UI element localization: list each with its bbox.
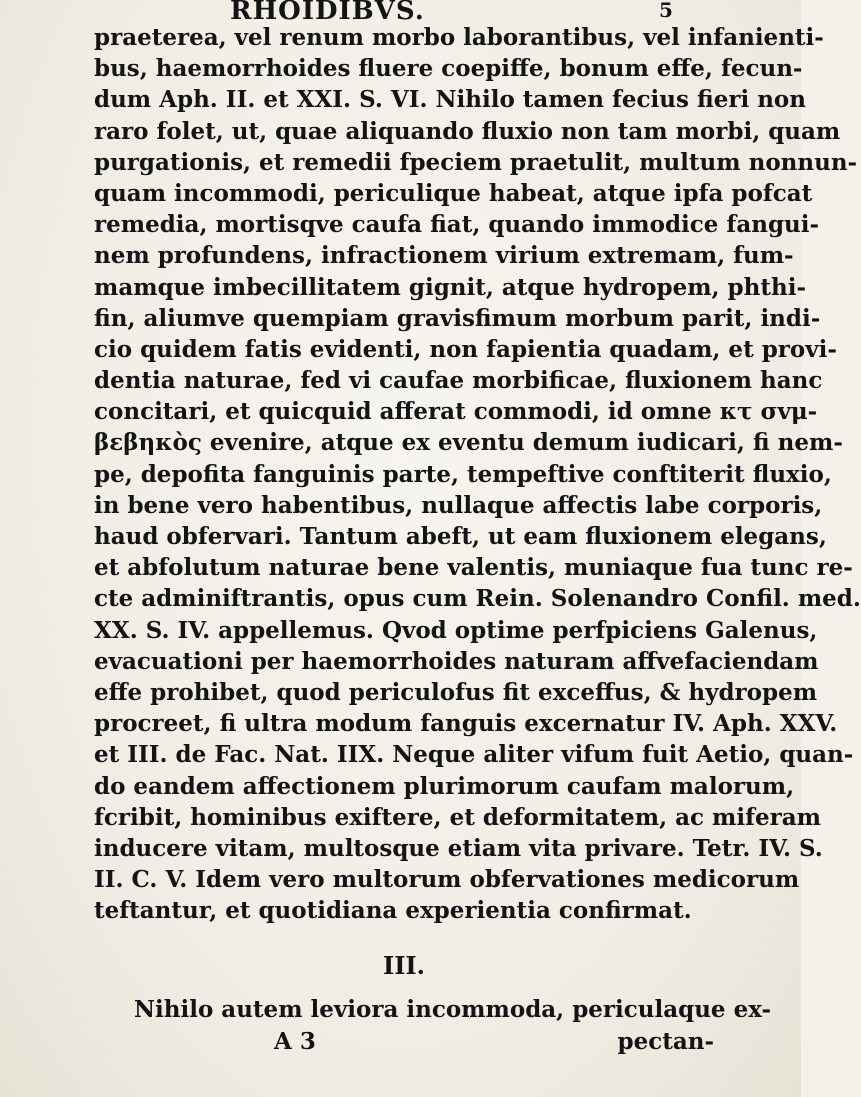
text-line: nem profundens, infractionem virium extremam, fum- (94, 242, 794, 270)
text-line: βεβηκὸς evenire, atque ex eventu demum iudicari, fi nem- (94, 429, 843, 457)
text-line: et abfolutum naturae bene valentis, muniaque fua tunc re- (94, 554, 853, 582)
text-line: do eandem affectionem plurimorum caufam malorum, (94, 772, 795, 800)
text-line: fin, aliumve quempiam gravisfimum morbum parit, indi- (94, 304, 821, 332)
text-line: cio quidem fatis evidenti, non fapientia quadam, et provi- (94, 335, 837, 363)
section-heading: III. (382, 951, 426, 981)
text-line: praeterea, vel renum morbo laborantibus, vel infanienti- (94, 24, 824, 51)
text-line: bus, haemorrhoides fluere coepiffe, bonum effe, fecun- (94, 55, 803, 83)
text-line: evacuationi per haemorrhoides naturam affvefaciendam (94, 647, 819, 675)
text-line: dentia naturae, fed vi caufae morbificae, fluxionem hanc (94, 367, 823, 395)
text-line: dum Aph. II. et XXI. S. VI. Nihilo tamen fecius fieri non (94, 86, 806, 114)
text-line: in bene vero habentibus, nullaque affectis labe corporis, (94, 491, 823, 519)
text-line: teftantur, et quotidiana experientia confirmat. (94, 897, 692, 925)
text-line: remedia, mortisqve caufa fiat, quando immodice fangui- (94, 211, 820, 239)
signature-mark: A 3 (274, 1027, 316, 1055)
paragraph-1 (94, 22, 861, 926)
text-line: haud obfervari. Tantum abeft, ut eam fluxionem elegans, (94, 523, 827, 550)
text-line: concitari, et quicquid afferat commodi, id omne κτ σvμ- (94, 398, 818, 426)
page-footer (94, 1026, 714, 1057)
text-line: II. C. V. Idem vero multorum obfervationes medicorum (94, 866, 800, 894)
text-line: cte adminiftrantis, opus cum Rein. Solenandro Confil. med. (94, 585, 861, 613)
text-line: raro folet, ut, quae aliquando fluxio non tam morbi, quam (94, 117, 841, 145)
text-line: Nihilo autem leviora incommoda, periculaque ex- (134, 996, 772, 1024)
text-line: fcribit, hominibus exiftere, et deformitatem, ac miferam (94, 803, 821, 831)
text-line: et III. de Fac. Nat. IIX. Neque aliter vifum fuit Aetio, quan- (94, 741, 854, 769)
catchword: pectan- (617, 1027, 714, 1055)
text-line: purgationis, et remedii fpeciem praetulit, multum nonnun- (94, 148, 858, 176)
text-line: effe prohibet, quod periculofus fit exceffus, & hydropem (94, 678, 818, 706)
text-line: quam incommodi, periculique habeat, atque ipfa pofcat (94, 179, 813, 207)
text-line: pe, depofita fanguinis parte, tempeftive conftiterit fluxio, (94, 460, 832, 488)
body-text (94, 22, 861, 1057)
text-line: inducere vitam, multosque etiam vita privare. Tetr. IV. S. (94, 834, 823, 862)
header-mark: 5 (659, 0, 673, 22)
text-line: XX. S. IV. appellemus. Qvod optime perfpiciens Galenus, (94, 616, 818, 644)
running-head: RHOIDIBVS. (230, 0, 425, 26)
paragraph-2 (94, 994, 772, 1025)
text-line: mamque imbecillitatem gignit, atque hydropem, phthi- (94, 273, 806, 301)
text-line: procreet, fi ultra modum fanguis excernatur IV. Aph. XXV. (94, 710, 838, 738)
